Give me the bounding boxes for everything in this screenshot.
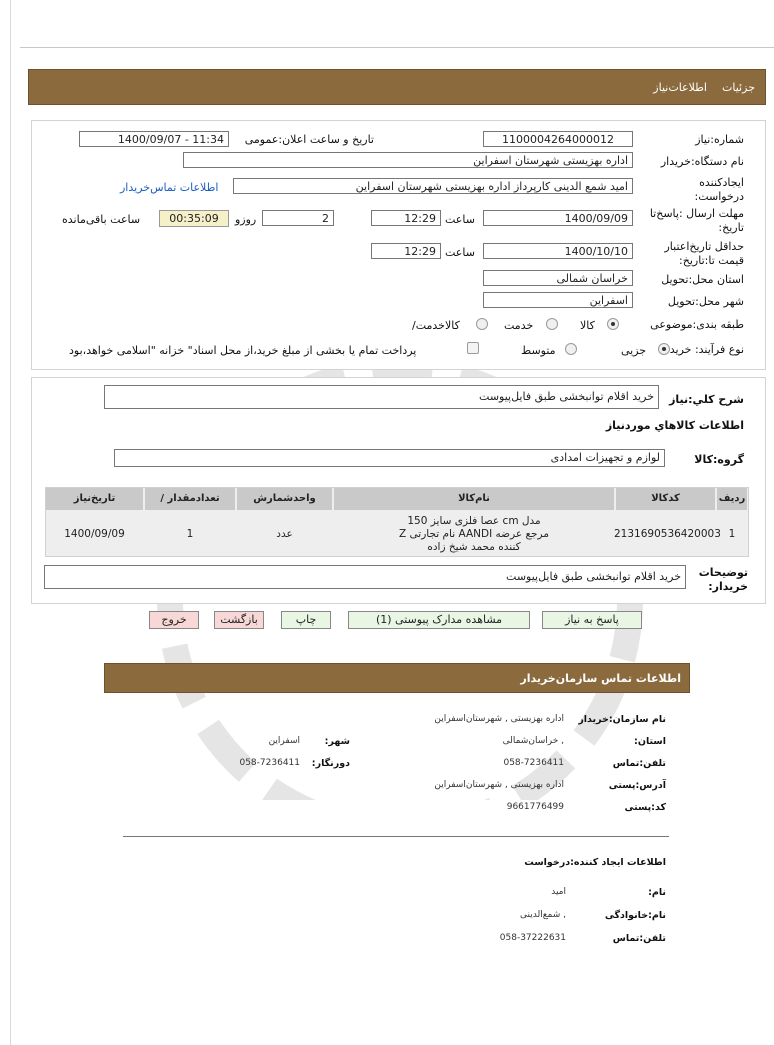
contact-fax-label: :دورنگار [311, 758, 350, 769]
contact-postal-value: 9661776499 [506, 802, 564, 812]
tab-need-info[interactable]: اطلاعات‌نیاز [653, 81, 707, 94]
validity-time-label: ساعت [445, 246, 475, 259]
contact-province-label: :استان [634, 736, 666, 747]
buyer-notes-field[interactable]: خرید اقلام توانبخشی طبق فایل‌پیوست [44, 565, 686, 589]
deadline-label-2: :تاریخ [718, 221, 744, 234]
category-option-goods-service: /کالاخدمت [412, 319, 460, 332]
category-radio-goods-service[interactable] [476, 318, 488, 330]
validity-label: حداقل تاریخ‌اعتبار [664, 240, 744, 253]
goods-group-label: گروه:کالا [694, 453, 744, 466]
col-header-qty: / تعدادمقدار [145, 488, 235, 510]
col-header-date: تاریخ‌نیاز [46, 488, 143, 510]
days-label: روزو [235, 213, 257, 226]
exit-button[interactable]: خروج [149, 611, 199, 629]
category-radio-goods[interactable] [607, 318, 619, 330]
print-button[interactable]: چاپ [281, 611, 331, 629]
table-row-name [334, 515, 614, 554]
contact-divider [123, 836, 669, 837]
back-button[interactable]: بازگشت [214, 611, 264, 629]
goods-group-field[interactable]: لوازم و تجهیزات امدادی [114, 449, 665, 467]
creator-name-value: امید [551, 887, 566, 897]
days-field[interactable]: 2 [262, 210, 334, 226]
validity-label-2: :قیمت تا:تاریخ [679, 254, 744, 267]
creator-label: ایجادکننده [699, 176, 744, 189]
announce-date-label: تاریخ و ساعت اعلان:عمومی [244, 133, 374, 146]
col-header-name: نام‌کالا [334, 488, 614, 510]
table-row-date: 1400/09/09 [64, 528, 125, 540]
validity-time-field[interactable]: 12:29 [371, 243, 441, 259]
buyer-contact-link[interactable]: اطلاعات تماس‌خریدار [120, 181, 219, 194]
need-number-label: شماره:نیاز [695, 133, 744, 146]
col-header-unit: واحدشمارش [237, 488, 332, 510]
table-row-number: 1 [728, 528, 736, 540]
tab-details[interactable]: جزئیات [722, 81, 755, 94]
creator-info-title: اطلاعات ایجاد کننده:درخواست [524, 857, 666, 868]
validity-date-field[interactable]: 1400/10/10 [483, 243, 633, 259]
contact-city-label: :شهر [324, 736, 350, 747]
table-row-code: 2131690536420003 [614, 528, 721, 540]
table-row-unit: عدد [276, 528, 293, 540]
table-row-qty: 1 [186, 528, 194, 540]
table-row-name-line: کننده محمد شیخ زاده [427, 541, 521, 553]
province-label: استان محل:تحویل [661, 273, 744, 286]
creator-family-value: شمع‌الدینی , [520, 910, 566, 920]
deadline-time-label: ساعت [445, 213, 475, 226]
province-field[interactable]: خراسان شمالی [483, 270, 633, 286]
col-header-code: کدکالا [616, 488, 715, 510]
goods-info-heading: اطلاعات کالاهاي موردنياز [605, 419, 744, 432]
org-name-value: اداره بهزیستی , شهرستان‌اسفراین [434, 714, 564, 724]
deadline-label: مهلت ارسال :پاسخ‌تا [649, 207, 744, 220]
description-label: شرح کلي:نیاز [669, 393, 744, 406]
contact-phone-label: تلفن:تماس [612, 758, 666, 769]
contact-postal-label: کد:پستی [624, 802, 666, 813]
org-name-label: نام سازمان:خریدار [578, 714, 666, 725]
contact-fax-value: 058-7236411 [239, 758, 300, 768]
creator-field[interactable]: امید شمع الدینی کارپرداز اداره بهزیستی شهرستان اسفراین [233, 178, 633, 194]
contact-phone-value: 058-7236411 [503, 758, 564, 768]
contact-address-label: آدرس:پستی [608, 780, 666, 791]
category-label: طبقه بندی:موضوعی [650, 318, 744, 331]
buyer-notes-label-2: :خریدار [708, 580, 748, 593]
contact-address-value: اداره بهزیستی , شهرستان‌اسفراین [434, 780, 564, 790]
buyer-contact-header [104, 663, 690, 693]
process-option-medium: متوسط [521, 344, 556, 357]
process-radio-minor[interactable] [658, 343, 670, 355]
city-field[interactable]: اسفراین [483, 292, 633, 308]
reply-button[interactable]: پاسخ به نیاز [542, 611, 642, 629]
remaining-time-display: 00:35:09 [159, 210, 229, 227]
process-option-minor: جزیی [621, 344, 647, 357]
treasury-payment-note: پرداخت تمام یا بخشی از مبلغ خرید،از محل اسناد" خزانه "اسلامی خواهد،بود [69, 344, 417, 357]
buyer-field[interactable]: اداره بهزیستی شهرستان اسفراین [183, 152, 633, 168]
buyer-contact-title: اطلاعات تماس سازمان‌خریدار [520, 672, 681, 685]
col-header-row: ردیف [717, 488, 747, 510]
process-radio-medium[interactable] [565, 343, 577, 355]
creator-name-label: :نام [648, 887, 666, 898]
creator-phone-label: تلفن:تماس [612, 933, 666, 944]
category-option-service: خدمت [504, 319, 534, 332]
creator-label-2: :درخواست [694, 190, 744, 203]
description-field[interactable]: خرید اقلام توانبخشی طبق فایل‌پیوست [104, 385, 659, 409]
table-row-name-line: عصا فلزی سایز 150 cm مدل [407, 515, 541, 527]
creator-phone-value: 058-37222631 [499, 933, 566, 943]
city-label: شهر محل:تحویل [667, 295, 744, 308]
creator-family-label: نام:خانوادگی [604, 910, 666, 921]
category-option-goods: کالا [580, 319, 595, 332]
announce-date-field[interactable]: 1400/09/07 - 11:34 [79, 131, 229, 147]
table-row-name-line: Z نام تجارتی AANDI مرجع عرضه [399, 528, 549, 540]
details-header-bar [28, 69, 766, 105]
category-radio-service[interactable] [546, 318, 558, 330]
view-attachments-button[interactable]: مشاهده مدارک پیوستی (1) [348, 611, 530, 629]
remaining-label: ساعت باقی‌مانده [62, 213, 141, 226]
contact-province-value: خراسان‌شمالی , [502, 736, 564, 746]
contact-city-value: اسفراین [268, 736, 300, 746]
top-divider [20, 47, 774, 48]
buyer-label: نام دستگاه:خریدار [660, 155, 744, 168]
need-number-field[interactable]: 1100004264000012 [483, 131, 633, 147]
deadline-date-field[interactable]: 1400/09/09 [483, 210, 633, 226]
deadline-time-field[interactable]: 12:29 [371, 210, 441, 226]
buyer-notes-label: توضیحات [698, 566, 748, 579]
treasury-payment-checkbox[interactable] [467, 342, 479, 354]
process-label: نوع فرآیند: خرید [669, 343, 744, 356]
